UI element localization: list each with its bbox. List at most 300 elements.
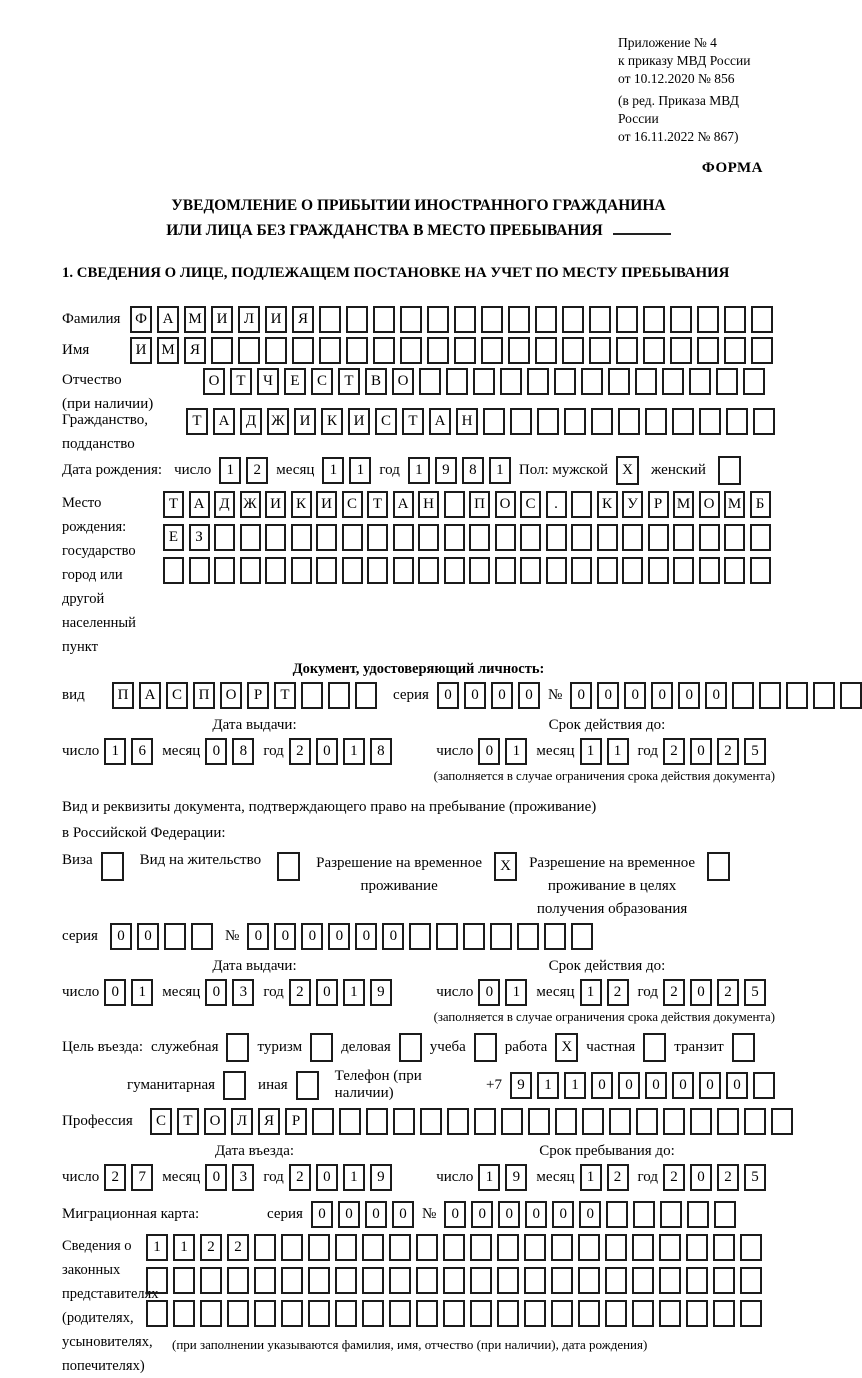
char-box[interactable]: Н xyxy=(418,491,439,518)
char-box[interactable]: 5 xyxy=(744,1164,766,1191)
char-box[interactable] xyxy=(605,1234,627,1261)
char-box[interactable]: Р xyxy=(648,491,669,518)
char-box[interactable]: 1 xyxy=(537,1072,559,1099)
char-box[interactable]: 9 xyxy=(435,457,457,484)
char-box[interactable]: 0 xyxy=(382,923,404,950)
char-box[interactable]: Я xyxy=(292,306,314,333)
char-box[interactable] xyxy=(443,1300,465,1327)
char-box[interactable]: К xyxy=(291,491,312,518)
char-box[interactable] xyxy=(200,1300,222,1327)
char-box[interactable]: 0 xyxy=(591,1072,613,1099)
char-box[interactable] xyxy=(227,1267,249,1294)
char-box[interactable] xyxy=(753,408,775,435)
char-box[interactable] xyxy=(690,1108,712,1135)
char-box[interactable]: С xyxy=(342,491,363,518)
char-box[interactable]: И xyxy=(265,306,287,333)
char-box[interactable] xyxy=(554,368,576,395)
char-box[interactable]: 5 xyxy=(744,979,766,1006)
char-box[interactable] xyxy=(163,557,184,584)
char-box[interactable]: 0 xyxy=(392,1201,414,1228)
char-box[interactable]: 0 xyxy=(316,979,338,1006)
char-box[interactable] xyxy=(670,337,692,364)
char-box[interactable] xyxy=(648,524,669,551)
char-box[interactable] xyxy=(173,1300,195,1327)
char-box[interactable]: 0 xyxy=(597,682,619,709)
char-box[interactable] xyxy=(227,1300,249,1327)
char-box[interactable] xyxy=(524,1300,546,1327)
char-box[interactable] xyxy=(618,408,640,435)
char-box[interactable] xyxy=(537,408,559,435)
char-box[interactable] xyxy=(750,524,771,551)
char-box[interactable] xyxy=(508,337,530,364)
char-box[interactable] xyxy=(444,491,465,518)
char-box[interactable] xyxy=(393,557,414,584)
char-box[interactable] xyxy=(571,923,593,950)
char-box[interactable] xyxy=(444,557,465,584)
char-box[interactable]: 8 xyxy=(462,457,484,484)
char-box[interactable]: С xyxy=(375,408,397,435)
char-box[interactable]: 8 xyxy=(370,738,392,765)
char-box[interactable]: М xyxy=(184,306,206,333)
char-box[interactable]: 2 xyxy=(200,1234,222,1261)
char-box[interactable] xyxy=(328,682,350,709)
char-box[interactable] xyxy=(495,524,516,551)
char-box[interactable]: С xyxy=(166,682,188,709)
char-box[interactable]: П xyxy=(469,491,490,518)
char-box[interactable] xyxy=(632,1300,654,1327)
char-box[interactable]: 1 xyxy=(564,1072,586,1099)
char-box[interactable] xyxy=(551,1234,573,1261)
char-box[interactable]: 0 xyxy=(365,1201,387,1228)
char-box[interactable] xyxy=(544,923,566,950)
char-box[interactable]: 0 xyxy=(311,1201,333,1228)
char-box[interactable] xyxy=(659,1267,681,1294)
char-box[interactable]: 1 xyxy=(131,979,153,1006)
char-box[interactable] xyxy=(200,1267,222,1294)
char-box[interactable] xyxy=(470,1267,492,1294)
char-box[interactable] xyxy=(291,557,312,584)
char-box[interactable]: 8 xyxy=(232,738,254,765)
char-box[interactable] xyxy=(500,368,522,395)
char-box[interactable]: Л xyxy=(238,306,260,333)
char-box[interactable]: А xyxy=(393,491,414,518)
char-box[interactable] xyxy=(699,557,720,584)
char-box[interactable]: 1 xyxy=(322,457,344,484)
char-box[interactable]: 0 xyxy=(464,682,486,709)
char-box[interactable] xyxy=(436,923,458,950)
char-box[interactable] xyxy=(520,524,541,551)
char-box[interactable]: 0 xyxy=(624,682,646,709)
char-box[interactable] xyxy=(750,557,771,584)
char-box[interactable]: 2 xyxy=(717,738,739,765)
char-box[interactable]: Т xyxy=(338,368,360,395)
char-box[interactable]: С xyxy=(311,368,333,395)
char-box[interactable] xyxy=(740,1234,762,1261)
char-box[interactable]: 2 xyxy=(663,738,685,765)
char-box[interactable] xyxy=(308,1300,330,1327)
char-box[interactable]: Т xyxy=(186,408,208,435)
purpose-other-checkbox[interactable] xyxy=(296,1071,319,1100)
char-box[interactable] xyxy=(686,1234,708,1261)
char-box[interactable]: О xyxy=(495,491,516,518)
char-box[interactable]: 9 xyxy=(510,1072,532,1099)
char-box[interactable]: Т xyxy=(274,682,296,709)
char-box[interactable] xyxy=(659,1234,681,1261)
char-box[interactable]: 1 xyxy=(408,457,430,484)
char-box[interactable] xyxy=(535,337,557,364)
char-box[interactable]: А xyxy=(157,306,179,333)
char-box[interactable] xyxy=(393,524,414,551)
char-box[interactable]: 0 xyxy=(618,1072,640,1099)
purpose-business-checkbox[interactable] xyxy=(226,1033,249,1062)
char-box[interactable]: 0 xyxy=(437,682,459,709)
char-box[interactable] xyxy=(662,368,684,395)
char-box[interactable]: П xyxy=(193,682,215,709)
char-box[interactable]: 0 xyxy=(205,979,227,1006)
char-box[interactable] xyxy=(591,408,613,435)
char-box[interactable] xyxy=(265,337,287,364)
char-box[interactable] xyxy=(740,1300,762,1327)
char-box[interactable] xyxy=(189,557,210,584)
char-box[interactable] xyxy=(562,337,584,364)
char-box[interactable]: 0 xyxy=(690,979,712,1006)
char-box[interactable]: 1 xyxy=(505,979,527,1006)
char-box[interactable]: А xyxy=(139,682,161,709)
char-box[interactable] xyxy=(254,1234,276,1261)
purpose-commercial-checkbox[interactable] xyxy=(399,1033,422,1062)
char-box[interactable] xyxy=(551,1267,573,1294)
char-box[interactable] xyxy=(697,306,719,333)
char-box[interactable]: 0 xyxy=(478,738,500,765)
char-box[interactable] xyxy=(373,306,395,333)
char-box[interactable] xyxy=(551,1300,573,1327)
char-box[interactable] xyxy=(346,337,368,364)
char-box[interactable] xyxy=(699,408,721,435)
purpose-transit-checkbox[interactable] xyxy=(732,1033,755,1062)
char-box[interactable] xyxy=(497,1234,519,1261)
char-box[interactable] xyxy=(146,1300,168,1327)
char-box[interactable]: М xyxy=(724,491,745,518)
purpose-work-checkbox[interactable]: X xyxy=(555,1033,578,1062)
char-box[interactable]: Ф xyxy=(130,306,152,333)
char-box[interactable]: 0 xyxy=(570,682,592,709)
char-box[interactable]: 0 xyxy=(301,923,323,950)
char-box[interactable] xyxy=(454,337,476,364)
char-box[interactable] xyxy=(416,1267,438,1294)
char-box[interactable]: 1 xyxy=(505,738,527,765)
char-box[interactable] xyxy=(291,524,312,551)
char-box[interactable]: 0 xyxy=(471,1201,493,1228)
char-box[interactable]: 0 xyxy=(678,682,700,709)
char-box[interactable] xyxy=(724,306,746,333)
char-box[interactable] xyxy=(469,557,490,584)
char-box[interactable]: 0 xyxy=(328,923,350,950)
char-box[interactable]: П xyxy=(112,682,134,709)
char-box[interactable] xyxy=(393,1108,415,1135)
char-box[interactable]: О xyxy=(203,368,225,395)
char-box[interactable] xyxy=(771,1108,793,1135)
char-box[interactable] xyxy=(751,337,773,364)
char-box[interactable]: 2 xyxy=(663,979,685,1006)
char-box[interactable]: И xyxy=(294,408,316,435)
char-box[interactable] xyxy=(744,1108,766,1135)
char-box[interactable] xyxy=(616,306,638,333)
char-box[interactable]: 0 xyxy=(525,1201,547,1228)
char-box[interactable] xyxy=(238,337,260,364)
char-box[interactable] xyxy=(470,1300,492,1327)
char-box[interactable]: 0 xyxy=(705,682,727,709)
char-box[interactable]: 0 xyxy=(274,923,296,950)
char-box[interactable] xyxy=(316,524,337,551)
char-box[interactable]: 1 xyxy=(146,1234,168,1261)
char-box[interactable] xyxy=(308,1267,330,1294)
char-box[interactable]: 0 xyxy=(137,923,159,950)
char-box[interactable]: С xyxy=(150,1108,172,1135)
char-box[interactable]: 2 xyxy=(717,979,739,1006)
char-box[interactable] xyxy=(495,557,516,584)
char-box[interactable] xyxy=(335,1300,357,1327)
char-box[interactable]: 9 xyxy=(505,1164,527,1191)
char-box[interactable]: 2 xyxy=(104,1164,126,1191)
char-box[interactable] xyxy=(636,1108,658,1135)
char-box[interactable]: 2 xyxy=(607,1164,629,1191)
char-box[interactable] xyxy=(546,524,567,551)
char-box[interactable]: И xyxy=(316,491,337,518)
char-box[interactable] xyxy=(319,337,341,364)
char-box[interactable]: У xyxy=(622,491,643,518)
sex-male-checkbox[interactable]: X xyxy=(616,456,639,485)
char-box[interactable] xyxy=(582,1108,604,1135)
residence-permit-checkbox[interactable] xyxy=(277,852,300,881)
char-box[interactable]: М xyxy=(157,337,179,364)
char-box[interactable]: 6 xyxy=(131,738,153,765)
char-box[interactable]: 0 xyxy=(205,1164,227,1191)
purpose-tourism-checkbox[interactable] xyxy=(310,1033,333,1062)
char-box[interactable] xyxy=(497,1267,519,1294)
char-box[interactable]: К xyxy=(597,491,618,518)
char-box[interactable]: А xyxy=(429,408,451,435)
char-box[interactable]: Т xyxy=(163,491,184,518)
char-box[interactable] xyxy=(660,1201,682,1228)
char-box[interactable] xyxy=(254,1300,276,1327)
char-box[interactable] xyxy=(597,524,618,551)
char-box[interactable]: 1 xyxy=(580,738,602,765)
char-box[interactable]: О xyxy=(204,1108,226,1135)
char-box[interactable]: 1 xyxy=(173,1234,195,1261)
purpose-study-checkbox[interactable] xyxy=(474,1033,497,1062)
char-box[interactable] xyxy=(501,1108,523,1135)
char-box[interactable] xyxy=(240,524,261,551)
char-box[interactable] xyxy=(389,1300,411,1327)
char-box[interactable]: 0 xyxy=(699,1072,721,1099)
char-box[interactable]: В xyxy=(365,368,387,395)
char-box[interactable]: Н xyxy=(456,408,478,435)
char-box[interactable]: Я xyxy=(258,1108,280,1135)
char-box[interactable]: И xyxy=(130,337,152,364)
char-box[interactable] xyxy=(211,337,233,364)
char-box[interactable]: 1 xyxy=(219,457,241,484)
char-box[interactable] xyxy=(643,306,665,333)
char-box[interactable]: З xyxy=(189,524,210,551)
char-box[interactable]: 2 xyxy=(607,979,629,1006)
char-box[interactable] xyxy=(416,1234,438,1261)
char-box[interactable]: 0 xyxy=(444,1201,466,1228)
char-box[interactable] xyxy=(362,1234,384,1261)
char-box[interactable]: 1 xyxy=(343,1164,365,1191)
char-box[interactable] xyxy=(743,368,765,395)
char-box[interactable] xyxy=(605,1300,627,1327)
char-box[interactable] xyxy=(281,1300,303,1327)
char-box[interactable] xyxy=(490,923,512,950)
char-box[interactable] xyxy=(605,1267,627,1294)
char-box[interactable] xyxy=(687,1201,709,1228)
char-box[interactable]: 0 xyxy=(478,979,500,1006)
char-box[interactable]: . xyxy=(546,491,567,518)
char-box[interactable]: 0 xyxy=(110,923,132,950)
char-box[interactable] xyxy=(342,524,363,551)
char-box[interactable]: М xyxy=(673,491,694,518)
char-box[interactable] xyxy=(389,1267,411,1294)
char-box[interactable] xyxy=(578,1234,600,1261)
char-box[interactable] xyxy=(562,306,584,333)
char-box[interactable] xyxy=(726,408,748,435)
char-box[interactable]: 0 xyxy=(579,1201,601,1228)
char-box[interactable]: 2 xyxy=(289,979,311,1006)
char-box[interactable] xyxy=(589,306,611,333)
char-box[interactable] xyxy=(483,408,505,435)
char-box[interactable]: Т xyxy=(402,408,424,435)
char-box[interactable] xyxy=(473,368,495,395)
char-box[interactable] xyxy=(520,557,541,584)
char-box[interactable] xyxy=(240,557,261,584)
char-box[interactable]: 3 xyxy=(232,979,254,1006)
char-box[interactable] xyxy=(673,557,694,584)
sex-female-checkbox[interactable] xyxy=(718,456,741,485)
char-box[interactable] xyxy=(443,1234,465,1261)
char-box[interactable] xyxy=(670,306,692,333)
char-box[interactable]: 1 xyxy=(343,979,365,1006)
char-box[interactable]: О xyxy=(392,368,414,395)
char-box[interactable] xyxy=(564,408,586,435)
char-box[interactable] xyxy=(173,1267,195,1294)
char-box[interactable] xyxy=(389,1234,411,1261)
char-box[interactable]: С xyxy=(520,491,541,518)
char-box[interactable] xyxy=(724,557,745,584)
char-box[interactable]: Д xyxy=(240,408,262,435)
char-box[interactable] xyxy=(659,1300,681,1327)
char-box[interactable] xyxy=(470,1234,492,1261)
char-box[interactable]: 1 xyxy=(580,979,602,1006)
char-box[interactable]: Ч xyxy=(257,368,279,395)
char-box[interactable]: 0 xyxy=(690,738,712,765)
char-box[interactable] xyxy=(339,1108,361,1135)
temp-residence-checkbox[interactable]: X xyxy=(494,852,517,881)
char-box[interactable] xyxy=(420,1108,442,1135)
char-box[interactable]: Т xyxy=(177,1108,199,1135)
char-box[interactable] xyxy=(281,1234,303,1261)
char-box[interactable] xyxy=(367,557,388,584)
char-box[interactable] xyxy=(265,524,286,551)
char-box[interactable] xyxy=(367,524,388,551)
char-box[interactable] xyxy=(427,306,449,333)
char-box[interactable]: 0 xyxy=(645,1072,667,1099)
char-box[interactable]: 0 xyxy=(726,1072,748,1099)
char-box[interactable] xyxy=(362,1267,384,1294)
char-box[interactable] xyxy=(571,557,592,584)
char-box[interactable]: 0 xyxy=(316,1164,338,1191)
char-box[interactable]: 1 xyxy=(607,738,629,765)
char-box[interactable]: О xyxy=(699,491,720,518)
char-box[interactable] xyxy=(622,524,643,551)
char-box[interactable]: 2 xyxy=(246,457,268,484)
char-box[interactable] xyxy=(335,1234,357,1261)
char-box[interactable] xyxy=(524,1234,546,1261)
char-box[interactable]: 0 xyxy=(104,979,126,1006)
char-box[interactable] xyxy=(616,337,638,364)
char-box[interactable] xyxy=(481,337,503,364)
char-box[interactable] xyxy=(673,524,694,551)
char-box[interactable]: 5 xyxy=(744,738,766,765)
char-box[interactable] xyxy=(571,491,592,518)
char-box[interactable]: Б xyxy=(750,491,771,518)
char-box[interactable] xyxy=(510,408,532,435)
char-box[interactable] xyxy=(265,557,286,584)
char-box[interactable] xyxy=(589,337,611,364)
char-box[interactable] xyxy=(444,524,465,551)
char-box[interactable]: 0 xyxy=(247,923,269,950)
char-box[interactable] xyxy=(686,1300,708,1327)
char-box[interactable] xyxy=(643,337,665,364)
char-box[interactable] xyxy=(508,306,530,333)
char-box[interactable] xyxy=(517,923,539,950)
char-box[interactable]: Д xyxy=(214,491,235,518)
char-box[interactable] xyxy=(292,337,314,364)
char-box[interactable] xyxy=(214,557,235,584)
purpose-private-checkbox[interactable] xyxy=(643,1033,666,1062)
char-box[interactable] xyxy=(481,306,503,333)
char-box[interactable] xyxy=(546,557,567,584)
char-box[interactable]: Я xyxy=(184,337,206,364)
char-box[interactable]: 0 xyxy=(355,923,377,950)
char-box[interactable] xyxy=(463,923,485,950)
char-box[interactable]: А xyxy=(213,408,235,435)
char-box[interactable] xyxy=(609,1108,631,1135)
char-box[interactable] xyxy=(686,1267,708,1294)
char-box[interactable]: 2 xyxy=(289,1164,311,1191)
char-box[interactable] xyxy=(418,524,439,551)
char-box[interactable] xyxy=(474,1108,496,1135)
char-box[interactable] xyxy=(578,1267,600,1294)
char-box[interactable]: 0 xyxy=(518,682,540,709)
char-box[interactable] xyxy=(335,1267,357,1294)
char-box[interactable] xyxy=(786,682,808,709)
char-box[interactable] xyxy=(699,524,720,551)
char-box[interactable] xyxy=(447,1108,469,1135)
char-box[interactable] xyxy=(419,368,441,395)
char-box[interactable] xyxy=(648,557,669,584)
char-box[interactable] xyxy=(813,682,835,709)
char-box[interactable] xyxy=(689,368,711,395)
char-box[interactable] xyxy=(254,1267,276,1294)
char-box[interactable]: 0 xyxy=(672,1072,694,1099)
char-box[interactable] xyxy=(663,1108,685,1135)
char-box[interactable]: Е xyxy=(163,524,184,551)
char-box[interactable]: О xyxy=(220,682,242,709)
char-box[interactable]: А xyxy=(189,491,210,518)
char-box[interactable]: 1 xyxy=(343,738,365,765)
char-box[interactable]: Ж xyxy=(267,408,289,435)
char-box[interactable] xyxy=(732,682,754,709)
